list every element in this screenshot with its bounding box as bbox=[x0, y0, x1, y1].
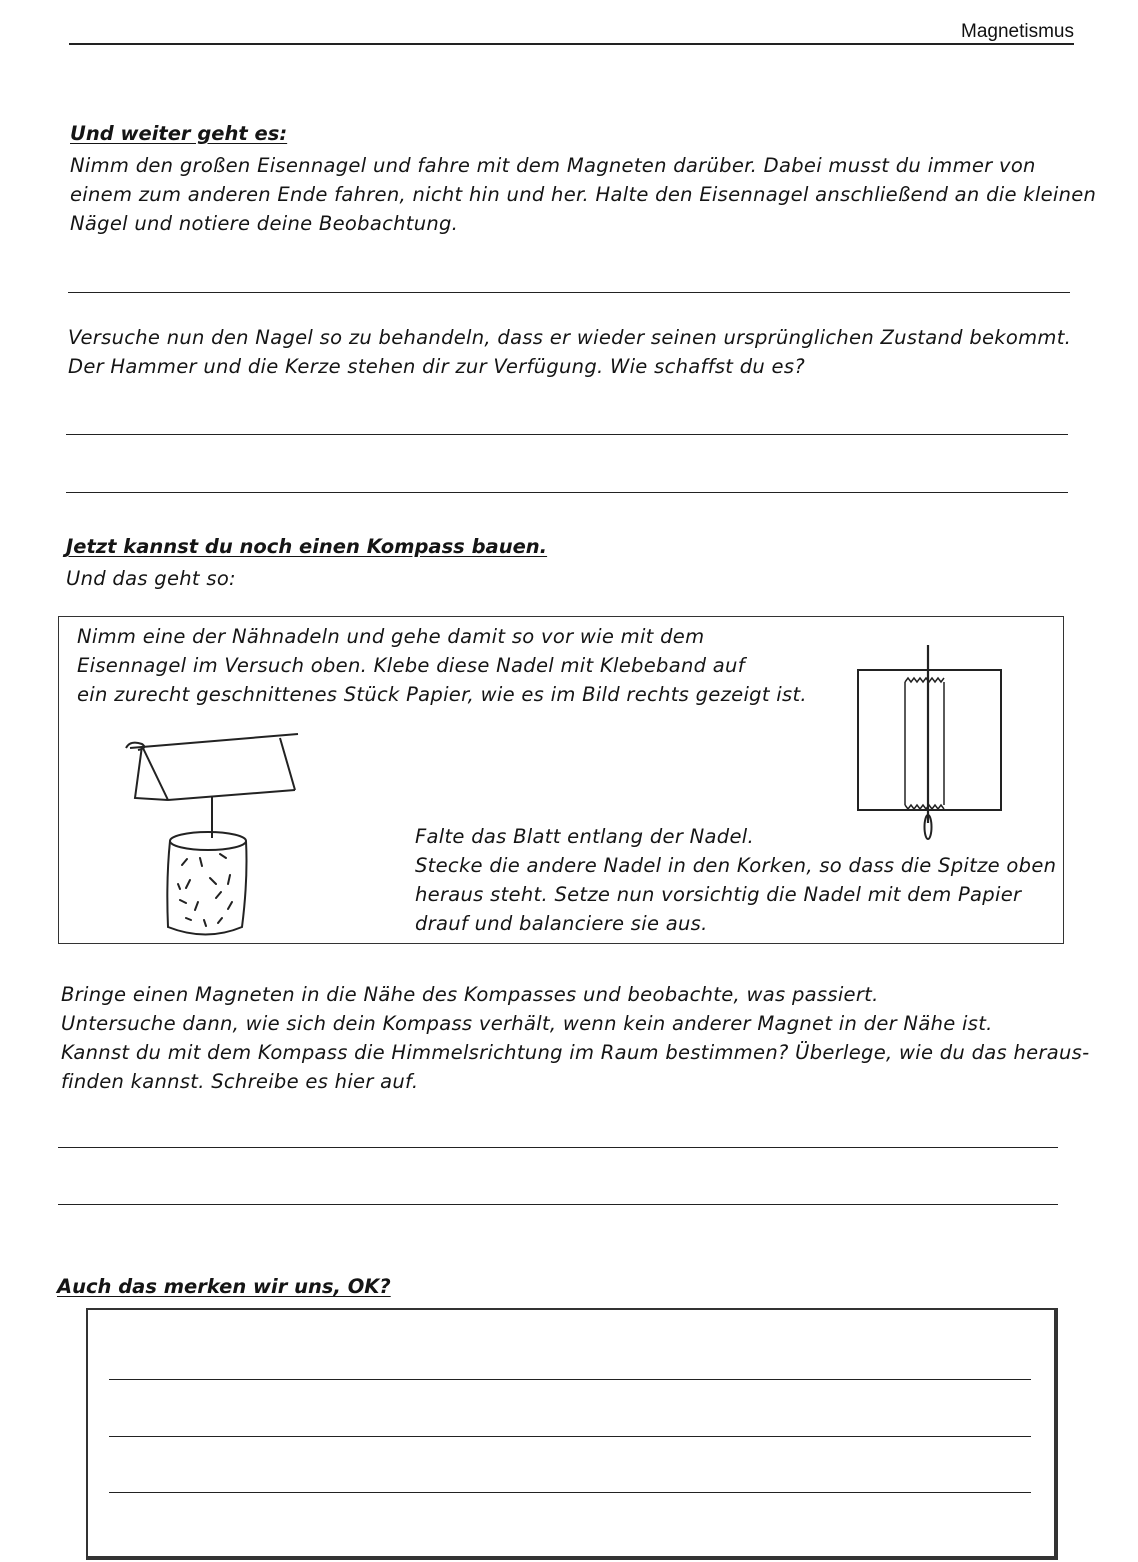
header-rule bbox=[69, 43, 1074, 45]
summary-line[interactable] bbox=[109, 1379, 1031, 1380]
summary-box bbox=[86, 1308, 1058, 1560]
section-heading-merken: Auch das merken wir uns, OK? bbox=[57, 1275, 391, 1298]
section-heading-und-weiter: Und weiter geht es: bbox=[70, 122, 288, 145]
text-line: Bringe einen Magneten in die Nähe des Kompasses und beobachte, was passiert. bbox=[61, 983, 879, 1006]
text-line: Der Hammer und die Kerze stehen dir zur Verfügung. Wie schaffst du es? bbox=[68, 355, 805, 378]
answer-line[interactable] bbox=[58, 1204, 1058, 1205]
text-line: finden kannst. Schreibe es hier auf. bbox=[61, 1070, 419, 1093]
answer-line[interactable] bbox=[68, 292, 1070, 293]
text-line: einem zum anderen Ende fahren, nicht hin und her. Halte den Eisennagel anschließend an die kleinen bbox=[70, 183, 1097, 206]
text-line: Nimm den großen Eisennagel und fahre mit dem Magneten darüber. Dabei musst du immer von bbox=[70, 154, 1036, 177]
text-line: heraus steht. Setze nun vorsichtig die Nadel mit dem Papier bbox=[415, 883, 1022, 906]
text-line: Stecke die andere Nadel in den Korken, so dass die Spitze oben bbox=[415, 854, 1057, 877]
text-line: Falte das Blatt entlang der Nadel. bbox=[415, 825, 754, 848]
text-line: Eisennagel im Versuch oben. Klebe diese Nadel mit Klebeband auf bbox=[77, 654, 745, 677]
text-line: drauf und balanciere sie aus. bbox=[415, 912, 708, 935]
text-line: Versuche nun den Nagel so zu behandeln, dass er wieder seinen ursprünglichen Zustand bekommt. bbox=[68, 326, 1072, 349]
section-heading-kompass: Jetzt kannst du noch einen Kompass bauen. bbox=[66, 535, 548, 558]
answer-line[interactable] bbox=[66, 492, 1068, 493]
text-line: Untersuche dann, wie sich dein Kompass verhält, wenn kein anderer Magnet in der Nähe ist. bbox=[61, 1012, 993, 1035]
instruction-box-text bbox=[77, 622, 807, 709]
section2-paragraph bbox=[68, 323, 1071, 381]
section4-paragraph bbox=[61, 980, 1089, 1096]
section1-paragraph bbox=[70, 151, 1096, 238]
text-line: Nimm eine der Nähnadeln und gehe damit so vor wie mit dem bbox=[77, 625, 705, 648]
section3-intro: Und das geht so: bbox=[66, 567, 236, 590]
page-header-title: Magnetismus bbox=[961, 21, 1074, 42]
text-line: Nägel und notiere deine Beobachtung. bbox=[70, 212, 459, 235]
answer-line[interactable] bbox=[66, 434, 1068, 435]
text-line: ein zurecht geschnittenes Stück Papier, wie es im Bild rechts gezeigt ist. bbox=[77, 683, 807, 706]
cork-compass-illustration bbox=[120, 730, 340, 945]
answer-line[interactable] bbox=[58, 1147, 1058, 1148]
summary-line[interactable] bbox=[109, 1492, 1031, 1493]
text-line: Kannst du mit dem Kompass die Himmelsrichtung im Raum bestimmen? Überlege, wie du das heraus- bbox=[61, 1041, 1090, 1064]
paper-needle-illustration bbox=[850, 645, 1010, 845]
summary-line[interactable] bbox=[109, 1436, 1031, 1437]
